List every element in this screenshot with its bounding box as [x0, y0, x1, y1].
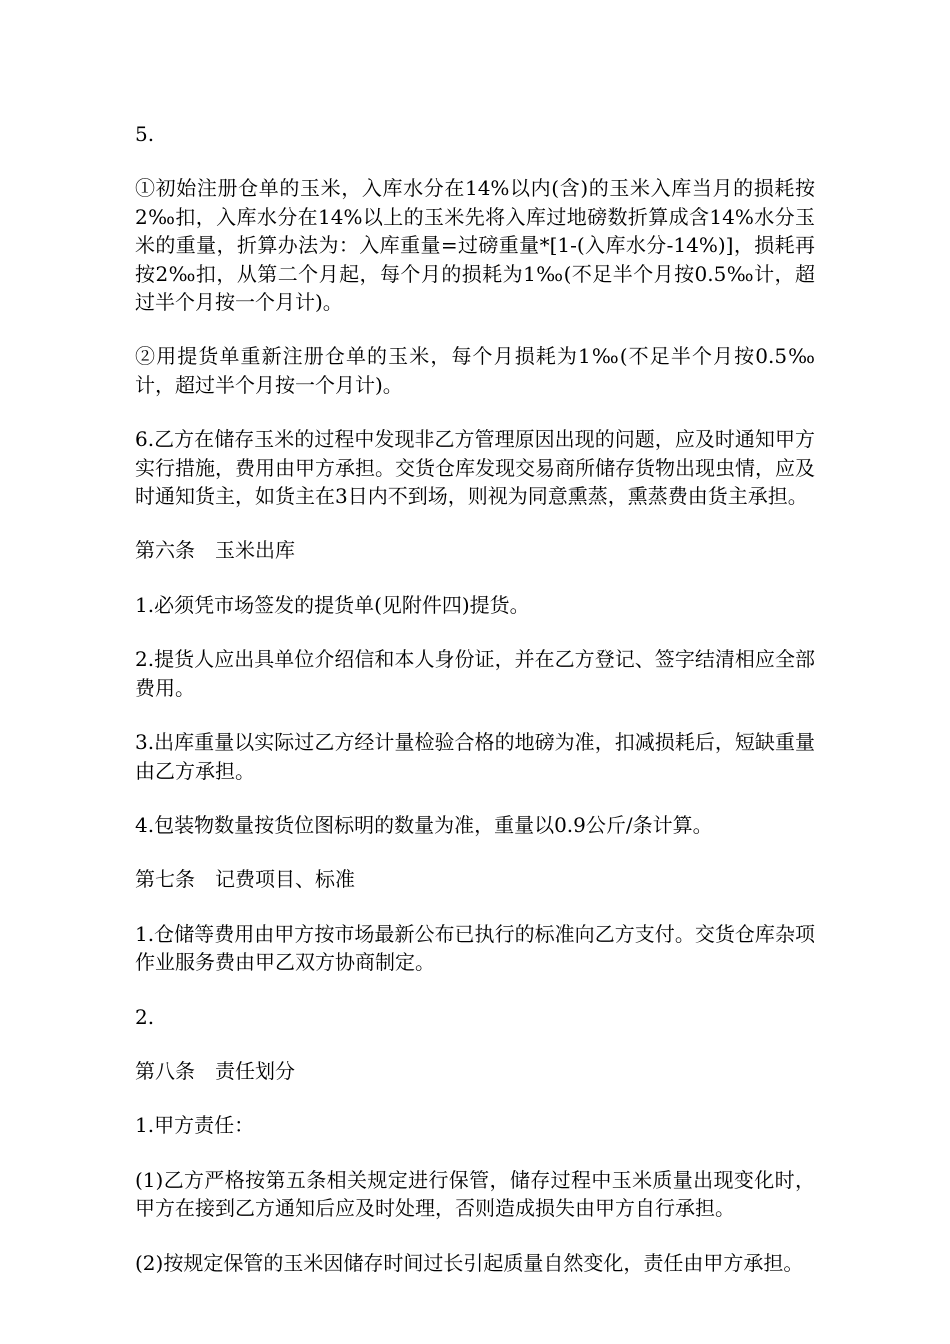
document-body [135, 120, 815, 1303]
section-heading-article-7: 第七条 记费项目、标准 [135, 867, 355, 892]
paragraph-outbound-1: 1.必须凭市场签发的提货单(见附件四)提货。 [135, 592, 530, 617]
paragraph-outbound-4: 4.包装物数量按货位图标明的数量为准，重量以0.9公斤/条计算。 [135, 812, 713, 837]
paragraph-item-6: 6.乙方在储存玉米的过程中发现非乙方管理原因出现的问题，应及时通知甲方实行措施，费用由甲方承担。交货仓库发现交易商所储存货物出现虫情，应及时通知货主，如货主在3日内不到场，则视为同意熏蒸，熏蒸费由货主承担。 [135, 427, 815, 509]
paragraph-item-5: 5. [135, 122, 155, 146]
paragraph-fees-2: 2. [135, 1004, 155, 1029]
paragraph-loss-reregister: ②用提货单重新注册仓单的玉米，每个月损耗为1‰(不足半个月按0.5‰计，超过半个月按一个月计)。 [135, 344, 815, 397]
section-heading-article-8: 第八条 责任划分 [135, 1058, 295, 1083]
paragraph-outbound-2: 2.提货人应出具单位介绍信和本人身份证，并在乙方登记、签字结清相应全部费用。 [135, 647, 815, 700]
paragraph-loss-initial: ①初始注册仓单的玉米，入库水分在14%以内(含)的玉米入库当月的损耗按2‰扣，入库水分在14%以上的玉米先将入库过地磅数折算成含14%水分玉米的重量，折算办法为：入库重量=过磅重量*[1-(入库水分-14%)]，损耗再按2‰扣，从第二个月起，每个月的损耗为1‰(不足半个月按0.5‰计，超过半个月按一个月计)。 [135, 176, 815, 315]
paragraph-responsibility-1: (1)乙方严格按第五条相关规定进行保管，储存过程中玉米质量出现变化时，甲方在接到乙方通知后应及时处理，否则造成损失由甲方自行承担。 [135, 1167, 815, 1221]
section-heading-article-6: 第六条 玉米出库 [135, 538, 295, 563]
paragraph-responsibility-2: (2)按规定保管的玉米因储存时间过长引起质量自然变化，责任由甲方承担。 [135, 1250, 804, 1275]
paragraph-fees-1: 1.仓储等费用由甲方按市场最新公布已执行的标准向乙方支付。交货仓库杂项作业服务费由甲乙双方协商制定。 [135, 921, 815, 975]
paragraph-party-a-responsibility: 1.甲方责任： [135, 1113, 255, 1138]
paragraph-outbound-3: 3.出库重量以实际过乙方经计量检验合格的地磅为准，扣减损耗后，短缺重量由乙方承担。 [135, 730, 815, 783]
